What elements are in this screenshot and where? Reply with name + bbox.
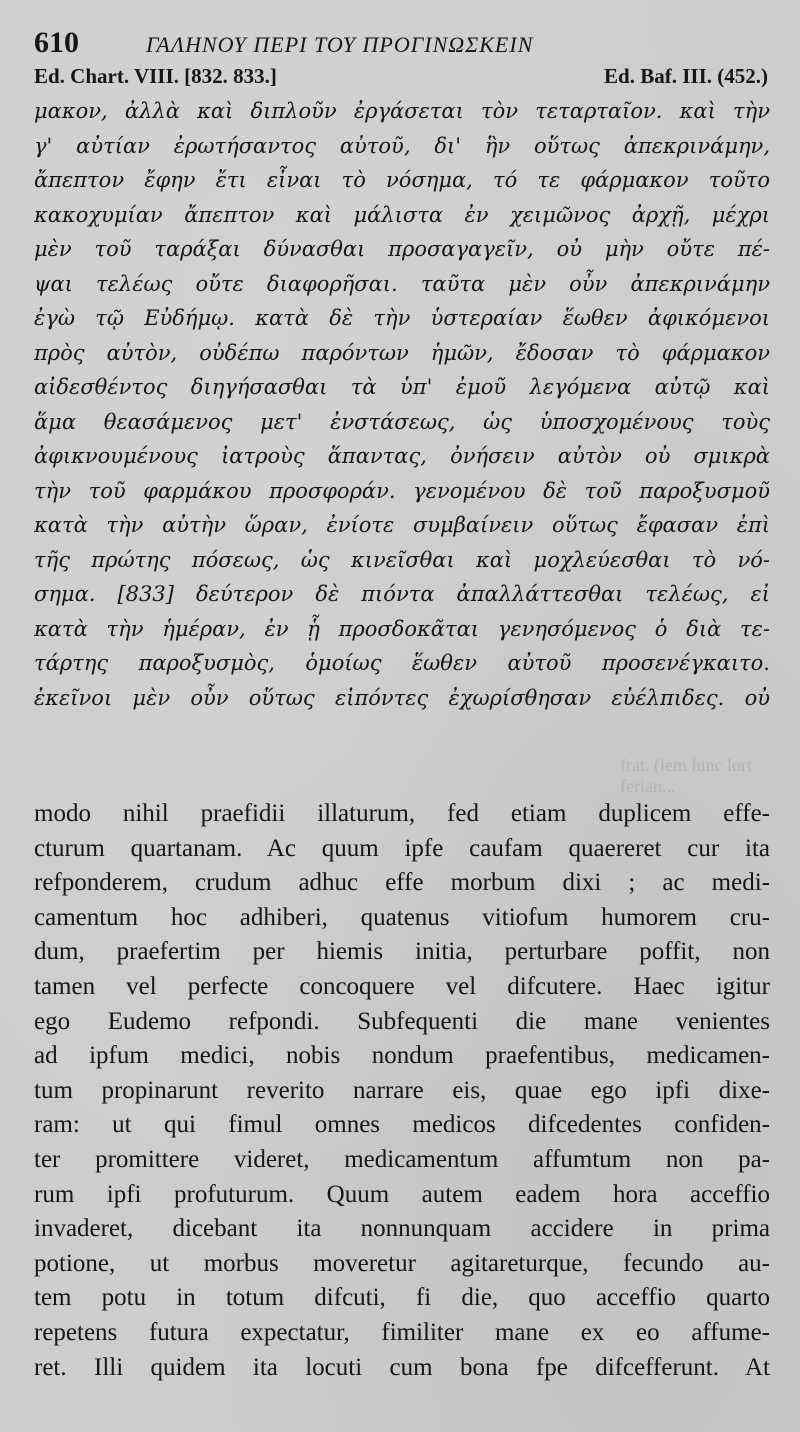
greek-text-line: πρὸς αὐτὸν, οὐδέπω παρόντων ἡμῶν, ἔδοσαν τὸ φάρμακον: [34, 340, 770, 365]
greek-text-line: γ' αὐτίαν ἐρωτήσαντος αὐτοῦ, δι' ἣν οὕτως ἀπεκρινάμην,: [34, 133, 770, 158]
page-number: 610: [34, 26, 79, 59]
latin-text-line: ego Eudemo refpondi. Subfequenti die mane venientes: [34, 1007, 770, 1035]
edition-references: [34, 64, 768, 92]
greek-text-line: ἐγὼ τῷ Εὐδήμῳ. κατὰ δὲ τὴν ὑστεραίαν ἕωθεν ἀφικόμενοι: [34, 306, 770, 330]
edition-basel-reference: Ed. Baf. III. (452.): [604, 64, 768, 88]
latin-text-block: [34, 797, 770, 1385]
latin-text-line: ret. Illi quidem ita locuti cum bona fpe difcefferunt. At: [34, 1353, 770, 1381]
greek-text-line: μακον, ἀλλὰ καὶ διπλοῦν ἐργάσεται τὸν τεταρταῖον. καὶ τὴν: [34, 99, 770, 123]
latin-text-line: potione, ut morbus moveretur agitareturque, fecundo au-: [34, 1249, 770, 1277]
greek-text-line: ψαι τελέως οὔτε διαφορῆσαι. ταῦτα μὲν οὖν ἀπεκρινάμην: [34, 271, 770, 296]
latin-text-line: ter promittere videret, medicamentum affumtum non pa-: [34, 1145, 770, 1173]
latin-text-line: modo nihil praefidii illaturum, fed etiam duplicem effe-: [34, 800, 770, 827]
greek-text-line: κακοχυμίαν ἄπεπτον καὶ μάλιστα ἐν χειμῶνος ἀρχῇ, μέχρι: [34, 202, 770, 227]
page-header: [34, 26, 774, 62]
greek-text-line: ἀφικνουμένους ἰατροὺς ἅπαντας, ὀνήσειν αὐτὸν οὐ σμικρὰ: [34, 444, 770, 468]
greek-text-line: αἰδεσθέντος διηγήσασθαι τὰ ὑπ' ἐμοῦ λεγόμενα αὐτῷ καὶ: [34, 375, 770, 399]
bleed-through-text: frat. (lem lunc lort ferian...: [620, 755, 752, 796]
latin-text-line: dum, praefertim per hiemis initia, perturbare poffit, non: [34, 938, 770, 966]
greek-text-line: μὲν τοῦ ταράξαι δύνασθαι προσαγαγεῖν, οὐ μὴν οὔτε πέ-: [34, 237, 770, 261]
latin-text-line: cturum quartanam. Ac quum ipfe caufam quaereret cur ita: [34, 834, 770, 862]
greek-text-line: ἐκεῖνοι μὲν οὖν οὕτως εἰπόντες ἐχωρίσθησαν εὐέλπιδες. οὐ: [34, 685, 770, 710]
latin-text-line: tem potu in totum difcuti, fi die, quo acceffio quarto: [34, 1284, 770, 1312]
greek-text-block: [34, 94, 770, 715]
latin-text-line: refponderem, crudum adhuc effe morbum dixi ; ac medi-: [34, 869, 770, 897]
latin-text-line: ad ipfum medici, nobis nondum praefentibus, medicamen-: [34, 1042, 770, 1070]
latin-text-line: repetens futura expectatur, fimiliter mane ex eo affume-: [34, 1318, 770, 1346]
latin-text-line: tamen vel perfecte concoquere vel difcutere. Haec igitur: [34, 972, 770, 1000]
latin-text-line: invaderet, dicebant ita nonnunquam accidere in prima: [34, 1215, 770, 1243]
greek-text-line: ἅμα θεασάμενος μετ' ἐνστάσεως, ὡς ὑποσχομένους τοὺς: [34, 409, 770, 434]
greek-text-line: ἄπεπτον ἔφην ἔτι εἶναι τὸ νόσημα, τό τε φάρμακον τοῦτο: [34, 168, 770, 192]
latin-text-line: tum propinarunt reverito narrare eis, quae ego ipfi dixe-: [34, 1076, 770, 1104]
running-title: ΓΑΛΗΝΟΥ ΠΕΡΙ ΤΟΥ ΠΡΟΓΙΝΩΣΚΕΙΝ: [146, 32, 534, 57]
greek-text-line: τάρτης παροξυσμὸς, ὁμοίως ἕωθεν αὐτοῦ προσενέγκαιτο.: [34, 651, 770, 675]
greek-text-line: σημα. [833] δεύτερον δὲ πιόντα ἀπαλλάττεσθαι τελέως, εἰ: [34, 582, 770, 606]
latin-text-line: camentum hoc adhiberi, quatenus vitiofum humorem cru-: [34, 903, 770, 931]
greek-text-line: κατὰ τὴν ἡμέραν, ἐν ᾗ προσδοκᾶται γενησόμενος ὁ διὰ τε-: [34, 616, 770, 641]
greek-text-line: κατὰ τὴν αὐτὴν ὥραν, ἐνίοτε συμβαίνειν οὕτως ἔφασαν ἐπὶ: [34, 513, 770, 537]
greek-text-line: τὴν τοῦ φαρμάκου προσφοράν. γενομένου δὲ τοῦ παροξυσμοῦ: [34, 478, 770, 503]
edition-chartier-reference: Ed. Chart. VIII. [832. 833.]: [34, 64, 277, 88]
latin-text-line: rum ipfi profuturum. Quum autem eadem hora acceffio: [34, 1180, 770, 1208]
greek-text-line: τῆς πρώτης πόσεως, ὡς κινεῖσθαι καὶ μοχλεύεσθαι τὸ νό-: [34, 547, 770, 572]
latin-text-line: ram: ut qui fimul omnes medicos difcedentes confiden-: [34, 1111, 770, 1139]
